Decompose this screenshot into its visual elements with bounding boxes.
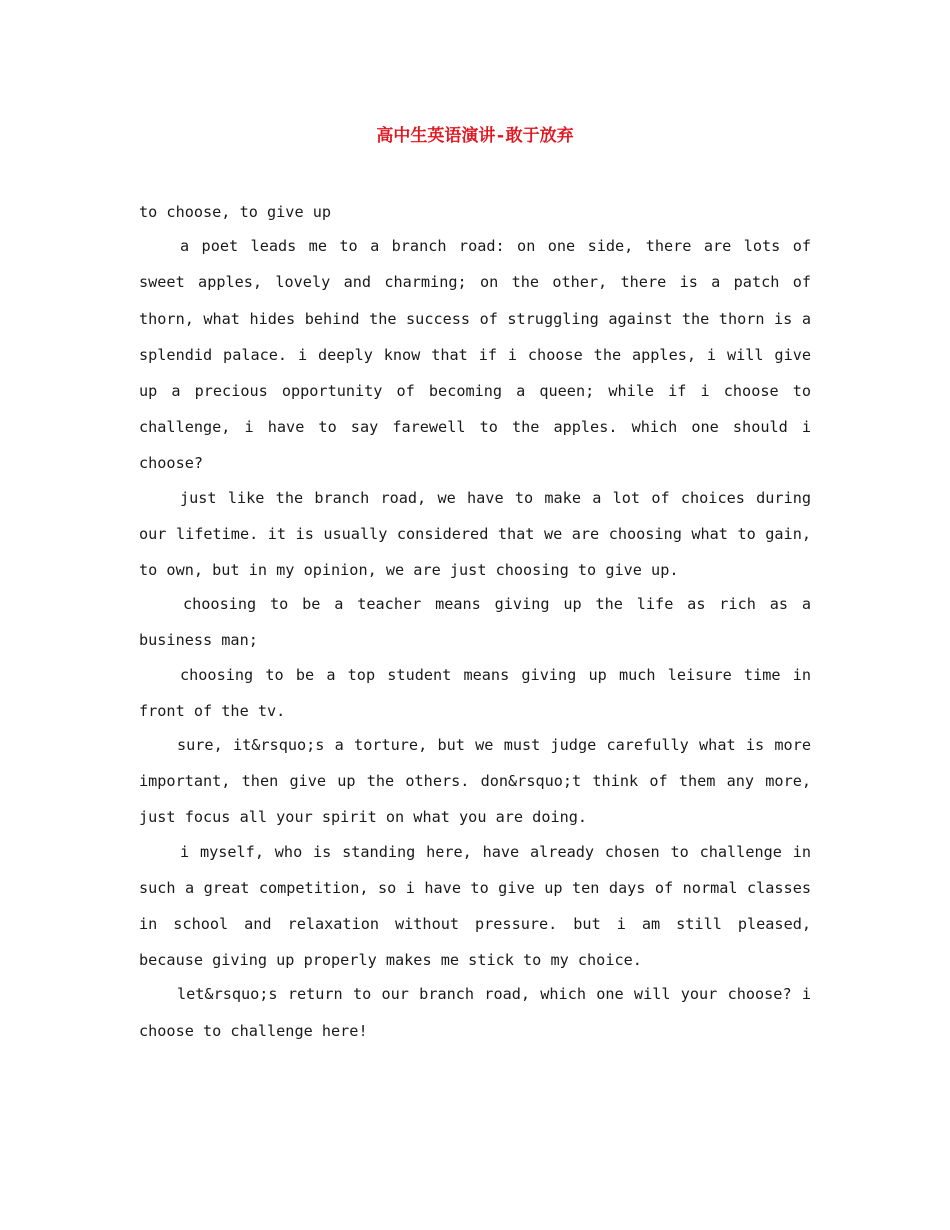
paragraph: just like the branch road, we have to make a lot of choices during our lifetime. it is usually considered that we are choosing what to gain, to own, but in my opinion, we are just choosing to give up. bbox=[139, 488, 811, 580]
paragraph: let&rsquo;s return to our branch road, which one will your choose? i choose to challenge here! bbox=[139, 985, 811, 1040]
paragraph: a poet leads me to a branch road: on one side, there are lots of sweet apples, lovely and charming; on the other, there is a patch of thorn, what hides behind the success of struggling against the thorn is a splendid palace. i deeply know that if i choose the apples, i will give up a precious opportunity of becoming a queen; while if i choose to challenge, i have to say farewell to the apples. which one should i choose? bbox=[139, 237, 811, 473]
paragraph: sure, it&rsquo;s a torture, but we must judge carefully what is more important, then give up the others. don&rsquo;t think of them any more, just focus all your spirit on what you are doing. bbox=[139, 736, 811, 827]
paragraph: i myself, who is standing here, have already chosen to challenge in such a great competition, so i have to give up ten days of normal classes in school and relaxation without pressure. but i am still pleased, because giving up properly makes me stick to my choice. bbox=[139, 842, 811, 970]
paragraph-subtitle: to choose, to give up bbox=[139, 203, 332, 221]
document-title: 高中生英语演讲-敢于放弃 bbox=[376, 126, 574, 146]
document-body bbox=[139, 194, 811, 1047]
paragraph: choosing to be a top student means giving up much leisure time in front of the tv. bbox=[139, 665, 811, 720]
paragraph: choosing to be a teacher means giving up the life as rich as a business man; bbox=[139, 595, 811, 650]
